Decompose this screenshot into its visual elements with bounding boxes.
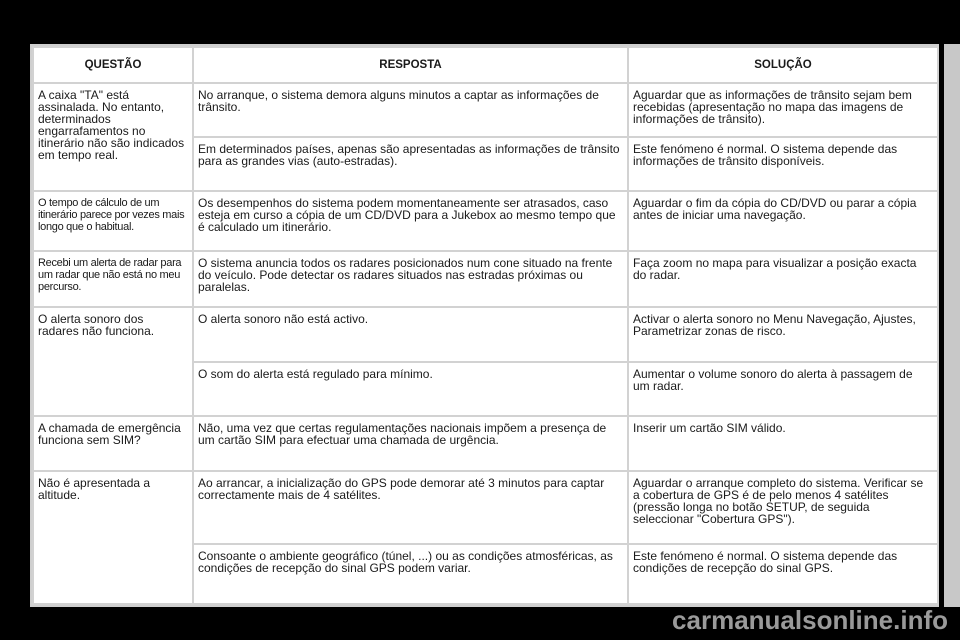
table-row [33,307,938,362]
solution-cell: Este fenómeno é normal. O sistema depende das informações de trânsito disponíveis. [628,137,938,191]
table-row [33,83,938,137]
solution-cell: Aguardar o arranque completo do sistema. Verificar se a cobertura de GPS é de pelo menos 4 satélites (pressão longa no botão SETUP, de seguida seleccionar "Cobertura GPS"). [628,471,938,544]
answer-cell: No arranque, o sistema demora alguns minutos a captar as informações de trânsito. [193,83,628,137]
solution-cell: Este fenómeno é normal. O sistema depende das condições de recepção do sinal GPS. [628,544,938,604]
solution-cell: Aguardar o fim da cópia do CD/DVD ou parar a cópia antes de iniciar uma navegação. [628,191,938,251]
header-solucao: SOLUÇÃO [628,47,938,83]
answer-cell: O som do alerta está regulado para mínimo. [193,362,628,416]
answer-cell: Em determinados países, apenas são apresentadas as informações de trânsito para as grandes vias (auto-estradas). [193,137,628,191]
table-row [33,416,938,471]
answer-cell: Não, uma vez que certas regulamentações nacionais impõem a presença de um cartão SIM para efectuar uma chamada de urgência. [193,416,628,471]
solution-cell: Activar o alerta sonoro no Menu Navegação, Ajustes, Parametrizar zonas de risco. [628,307,938,362]
question-cell: Não é apresentada a altitude. [33,471,193,604]
solution-cell: Inserir um cartão SIM válido. [628,416,938,471]
answer-cell: O alerta sonoro não está activo. [193,307,628,362]
question-cell: Recebi um alerta de radar para um radar que não está no meu percurso. [33,251,193,307]
header-resposta: RESPOSTA [193,47,628,83]
question-cell: O tempo de cálculo de um itinerário parece por vezes mais longo que o habitual. [33,191,193,251]
answer-cell: Ao arrancar, a inicialização do GPS pode demorar até 3 minutos para captar correctamente mais de 4 satélites. [193,471,628,544]
question-cell: A chamada de emergência funciona sem SIM? [33,416,193,471]
table-row [33,191,938,251]
troubleshooting-table [32,46,939,605]
solution-cell: Aumentar o volume sonoro do alerta à passagem de um radar. [628,362,938,416]
watermark: carmanualsonline.info [672,605,948,635]
page-edge-tab [944,44,960,607]
table-header-row [33,47,938,83]
solution-cell: Aguardar que as informações de trânsito sejam bem recebidas (apresentação no mapa das imagens de informações de trânsito). [628,83,938,137]
answer-cell: Consoante o ambiente geográfico (túnel, ...) ou as condições atmosféricas, as condições de recepção do sinal GPS podem variar. [193,544,628,604]
table-row [33,471,938,544]
answer-cell: O sistema anuncia todos os radares posicionados num cone situado na frente do veículo. Pode detectar os radares situados nas estradas próximas ou paralelas. [193,251,628,307]
table-row [33,251,938,307]
question-cell: A caixa "TA" está assinalada. No entanto, determinados engarrafamentos no itinerário não são indicados em tempo real. [33,83,193,191]
manual-page [30,44,939,607]
answer-cell: Os desempenhos do sistema podem momentaneamente ser atrasados, caso esteja em curso a cópia de um CD/DVD para a Jukebox ao mesmo tempo que é calculado um itinerário. [193,191,628,251]
question-cell: O alerta sonoro dos radares não funciona. [33,307,193,416]
solution-cell: Faça zoom no mapa para visualizar a posição exacta do radar. [628,251,938,307]
header-questao: QUESTÃO [33,47,193,83]
